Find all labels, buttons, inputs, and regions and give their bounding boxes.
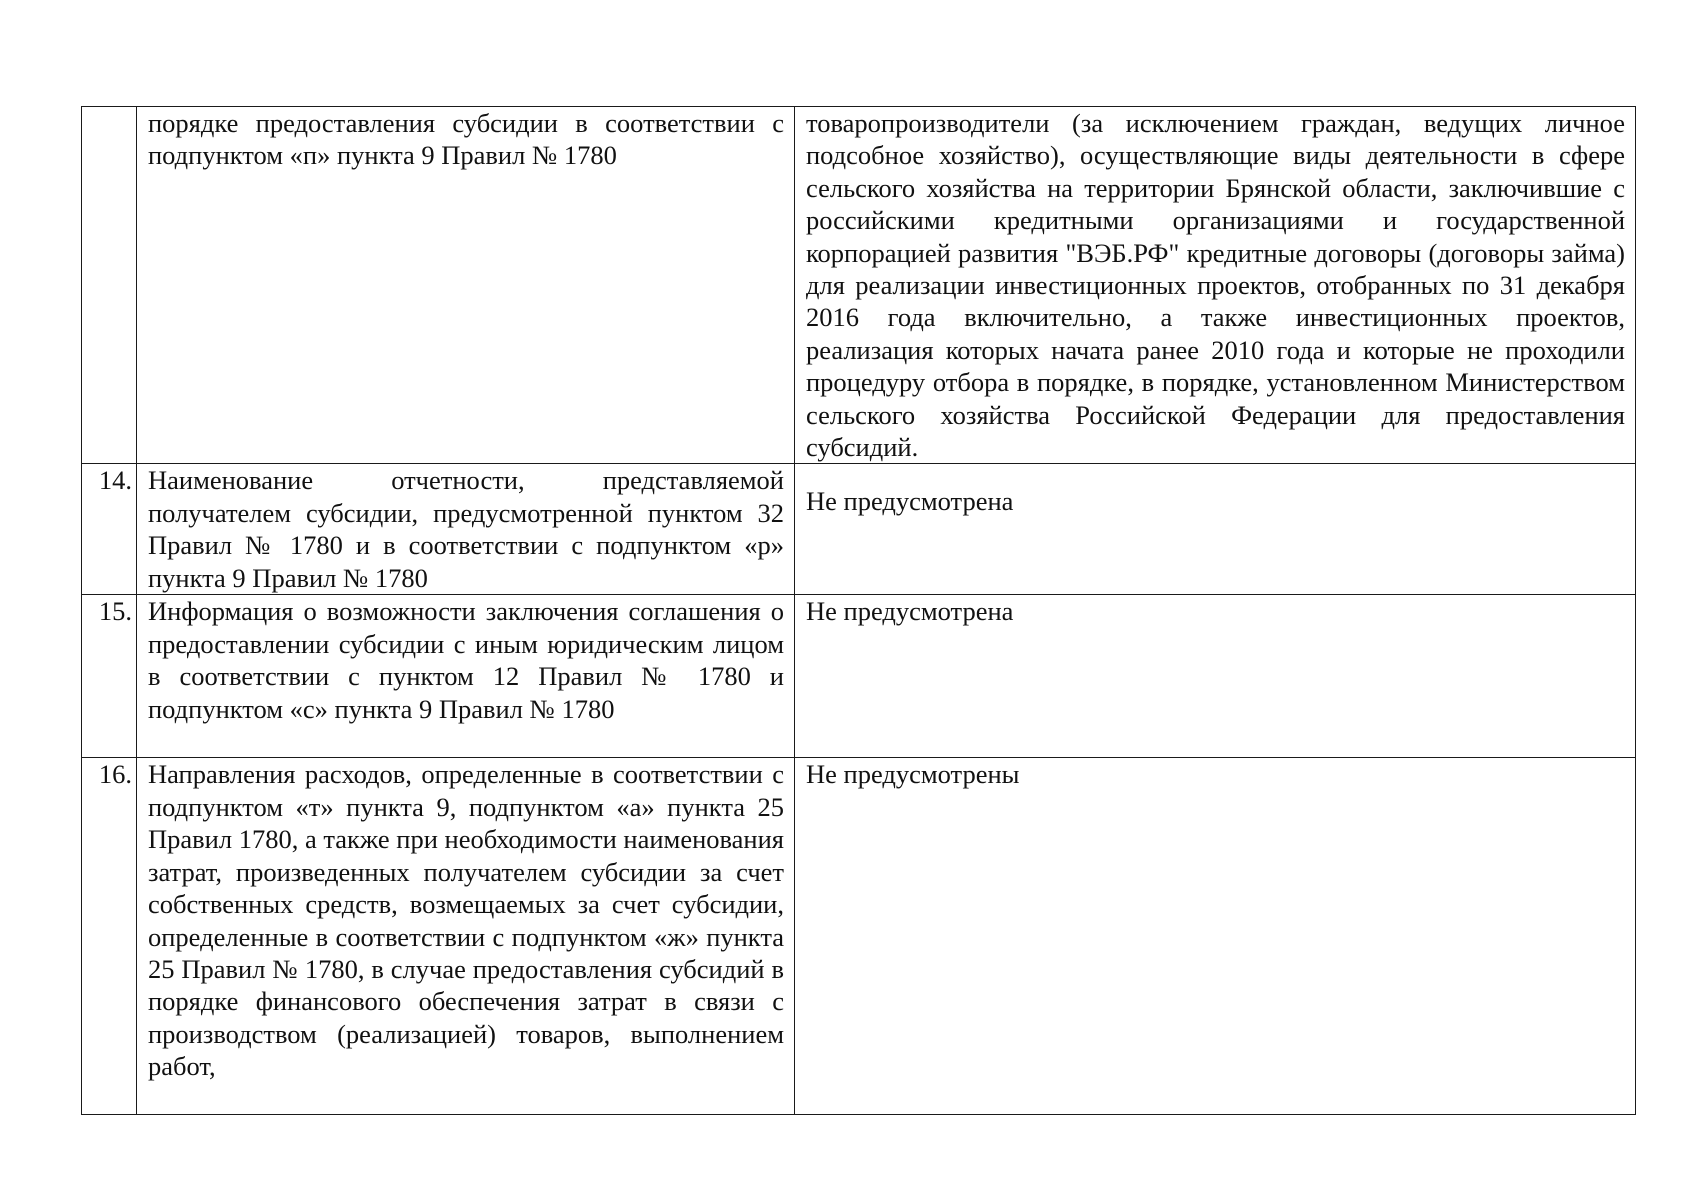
row-number: 14. xyxy=(98,465,132,496)
row-number-cell xyxy=(82,595,137,758)
row-number-cell xyxy=(82,107,137,464)
row-description: Наименование отчетности, представляемой получателем субсидии, предусмотренной пунктом 32 Правил № 1780 и в соответствии с подпунктом «р» пункта 9 Правил № 1780 xyxy=(148,465,784,593)
row-value-cell xyxy=(795,464,1636,595)
table-row xyxy=(82,464,1636,595)
row-number-cell xyxy=(82,758,137,1115)
row-description-cell xyxy=(137,758,795,1115)
table-row xyxy=(82,595,1636,758)
table-row xyxy=(82,107,1636,464)
row-description-cell xyxy=(137,595,795,758)
row-description-cell xyxy=(137,107,795,464)
row-number: 15. xyxy=(98,596,132,627)
row-value-cell xyxy=(795,595,1636,758)
row-value: Не предусмотрены xyxy=(806,759,1020,790)
row-value: товаропроизводители (за исключением граждан, ведущих личное подсобное хозяйство), осуществляющие виды деятельности в сфере сельского хозяйства на территории Брянской области, заключившие с российскими кредитными организациями и государственной корпорацией развития "ВЭБ.РФ" кредитные договоры (договоры займа) для реализации инвестиционных проектов, отобранных по 31 декабря 2016 года включительно, а также инвестиционных проектов, реализация которых начата ранее 2010 года и которые не проходили процедуру отбора в порядке, в порядке, установленном Министерством сельского хозяйства Российской Федерации для предоставления субсидий. xyxy=(806,108,1625,463)
row-number-cell xyxy=(82,464,137,595)
row-value-cell xyxy=(795,107,1636,464)
row-description: Направления расходов, определенные в соответствии с подпунктом «т» пункта 9, подпунктом «а» пункта 25 Правил 1780, а также при необходимости наименования затрат, произведенных получателем субсидии за счет собственных средств, возмещаемых за счет субсидии, определенные в соответствии с подпунктом «ж» пункта 25 Правил № 1780, в случае предоставления субсидий в порядке финансового обеспечения затрат в связи с производством (реализацией) товаров, выполнением работ, xyxy=(148,759,784,1082)
table-row xyxy=(82,758,1636,1115)
row-value: Не предусмотрена xyxy=(806,486,1014,517)
row-description: Информация о возможности заключения соглашения о предоставлении субсидии с иным юридическим лицом в соответствии с пунктом 12 Правил № 1780 и подпунктом «с» пункта 9 Правил № 1780 xyxy=(148,596,784,724)
document-table xyxy=(81,106,1636,1115)
row-description-cell xyxy=(137,464,795,595)
row-value: Не предусмотрена xyxy=(806,596,1014,627)
row-description: порядке предоставления субсидии в соответствии с подпунктом «п» пункта 9 Правил № 1780 xyxy=(148,108,784,171)
row-number: 16. xyxy=(98,759,132,790)
row-value-cell xyxy=(795,758,1636,1115)
